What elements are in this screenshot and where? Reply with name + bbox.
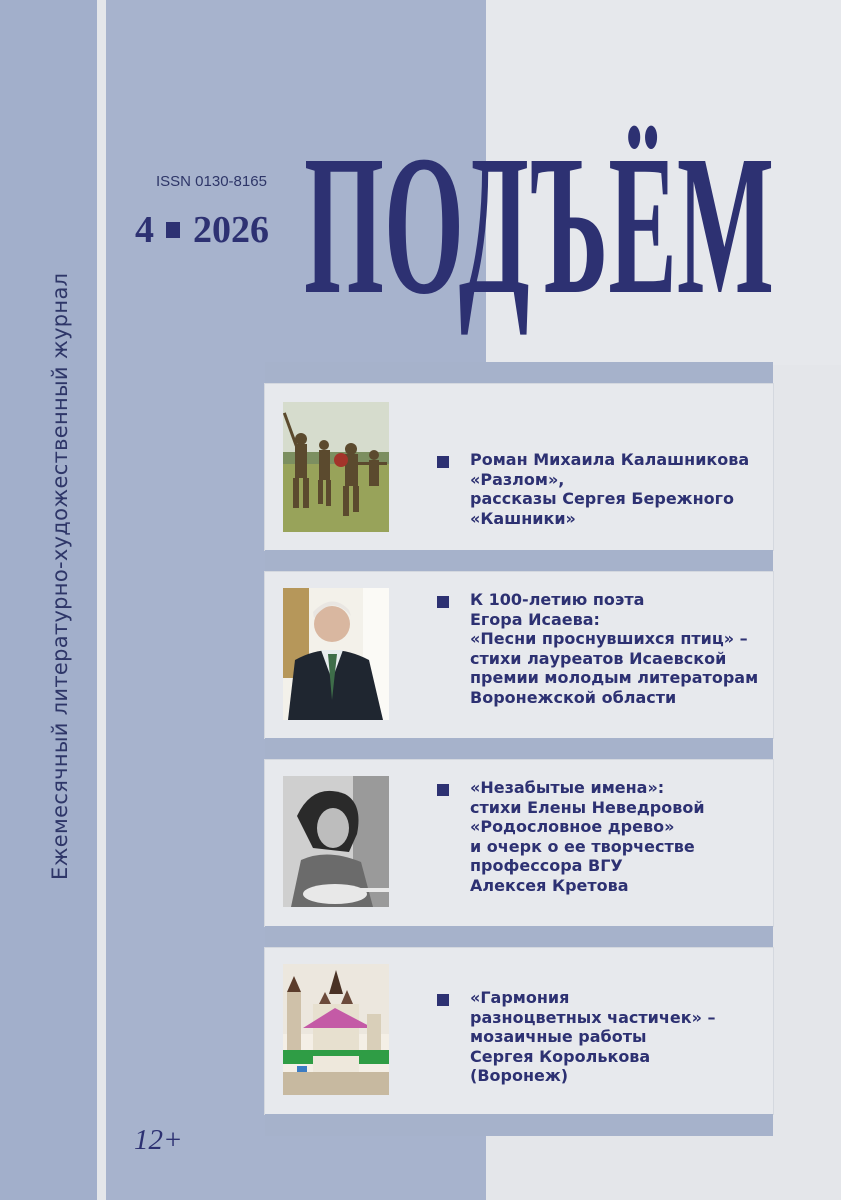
card-shadow-4 [265,926,773,948]
bullet-icon [437,596,449,608]
magazine-title [300,120,780,350]
article-card-3[interactable] [265,760,773,926]
magazine-title-text: ПОДЪЁМ [304,120,774,336]
woman-guitar-photo-icon [283,776,389,907]
mosaic-church-image-icon [283,964,389,1095]
bullet-icon [437,456,449,468]
card-shadow-3 [265,738,773,760]
issue-num: 4 [135,209,154,251]
card-shadow-2 [265,550,773,572]
soldiers-photo-icon [283,402,389,532]
issue-year: 2026 [193,209,269,251]
bullet-icon [437,784,449,796]
issn: ISSN 0130-8165 [156,173,267,190]
article-card-2[interactable] [265,572,773,738]
poet-portrait-photo-icon [283,588,389,720]
article-text-3: «Незабытые имена»: стихи Елены Неведровой «Родословное древо» и очерк о ее творчестве профессора ВГУ Алексея Кретова [470,778,705,895]
issue-separator [166,222,180,238]
left-stripe [97,0,106,1200]
card-shadow-5 [265,1114,773,1136]
article-card-1[interactable] [265,384,773,550]
card-shadow-1 [265,362,773,384]
magazine-subtitle: Ежемесячный литературно-художественный журнал [48,272,72,880]
age-rating: 12+ [134,1124,183,1156]
article-card-4[interactable] [265,948,773,1114]
article-text-2: К 100-летию поэта Егора Исаева: «Песни проснувшихся птиц» – стихи лауреатов Исаевской премии молодым литераторам Воронежской области [470,590,759,707]
article-text-4: «Гармония разноцветных частичек» – мозаичные работы Сергея Королькова (Воронеж) [470,988,716,1085]
issue-number [135,208,269,252]
article-text-1: Роман Михаила Калашникова «Разлом», рассказы Сергея Бережного «Кашники» [470,450,750,528]
bullet-icon [437,994,449,1006]
